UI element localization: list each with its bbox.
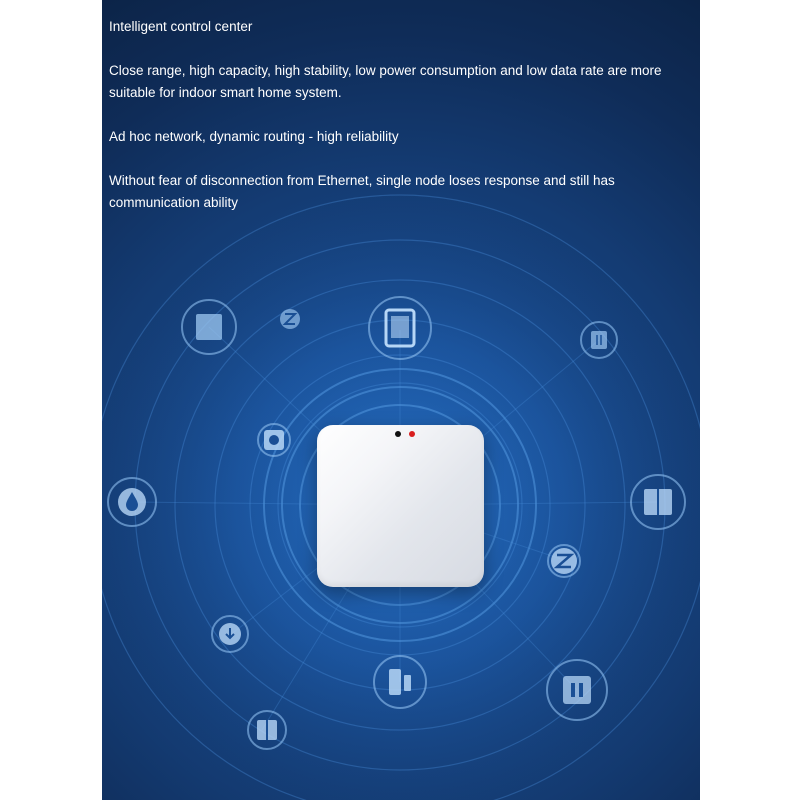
tablet-icon [386, 310, 414, 346]
door-sensor-icon [389, 669, 411, 695]
wall-panel-icon [196, 314, 222, 340]
wall-switch-icon [563, 676, 591, 704]
title-line: Intelligent control center [109, 19, 253, 34]
camera-icon [264, 430, 284, 450]
window-icon [257, 720, 277, 740]
switch-icon [591, 331, 607, 349]
status-led-red [409, 431, 415, 437]
feature-line-network: Ad hoc network, dynamic routing - high reliability [109, 129, 399, 144]
zigbee-icon [280, 309, 300, 329]
status-led-black [395, 431, 401, 437]
gateway-hub [317, 425, 484, 587]
feature-line-ethernet: Without fear of disconnection from Ethernet, single node loses response and still has communication ability [109, 173, 615, 210]
product-panel [102, 0, 700, 800]
feature-line-range: Close range, high capacity, high stability, low power consumption and low data rate are more suitable for indoor smart home system. [109, 63, 662, 100]
download-icon [219, 623, 241, 645]
zigbee-icon [551, 548, 577, 574]
device-glyphs [102, 0, 700, 800]
curtain-icon [644, 489, 672, 515]
water-drop-icon [118, 488, 146, 516]
